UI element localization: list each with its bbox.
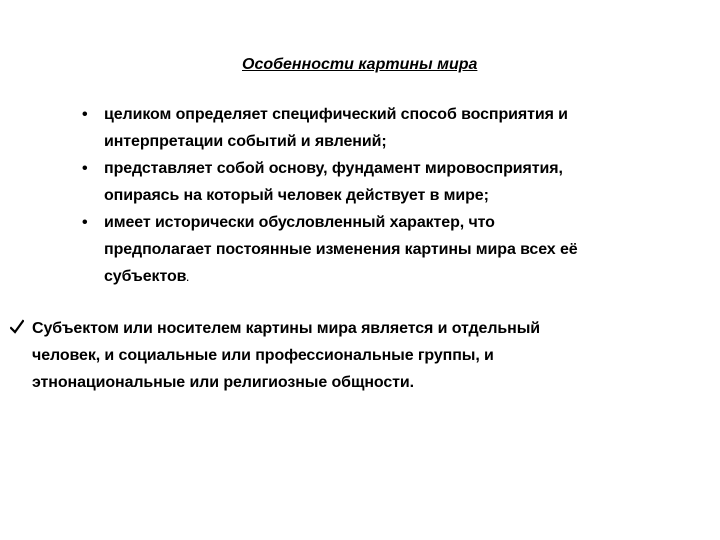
list-item bbox=[82, 155, 712, 209]
check-paragraph-line: Субъектом или носителем картины мира является и отдельный bbox=[32, 320, 541, 337]
trailing-period: . bbox=[186, 273, 189, 283]
bullet-line: предполагает постоянные изменения картины мира всех её bbox=[104, 241, 578, 258]
bullet-icon: • bbox=[82, 106, 88, 123]
bullet-icon: • bbox=[82, 160, 88, 177]
checkmark-icon bbox=[10, 319, 24, 335]
bullet-line: представляет собой основу, фундамент мировосприятия, bbox=[104, 160, 563, 177]
list-item bbox=[82, 101, 712, 155]
list-item bbox=[82, 209, 712, 292]
bullet-line: целиком определяет специфический способ восприятия и bbox=[104, 106, 568, 123]
bullet-list bbox=[82, 101, 712, 292]
check-paragraph-line: человек, и социальные или профессиональные группы, и bbox=[32, 347, 494, 364]
slide-title: Особенности картины мира bbox=[242, 56, 478, 73]
check-paragraph bbox=[10, 315, 710, 396]
bullet-icon: • bbox=[82, 214, 88, 231]
bullet-line-text: субъектов bbox=[104, 268, 187, 285]
bullet-line: интерпретации событий и явлений; bbox=[104, 133, 387, 150]
bullet-line bbox=[104, 263, 712, 292]
bullet-line: опираясь на который человек действует в мире; bbox=[104, 187, 489, 204]
check-paragraph-line: этнонациональные или религиозные общности. bbox=[32, 374, 414, 391]
bullet-line: имеет исторически обусловленный характер, что bbox=[104, 214, 495, 231]
